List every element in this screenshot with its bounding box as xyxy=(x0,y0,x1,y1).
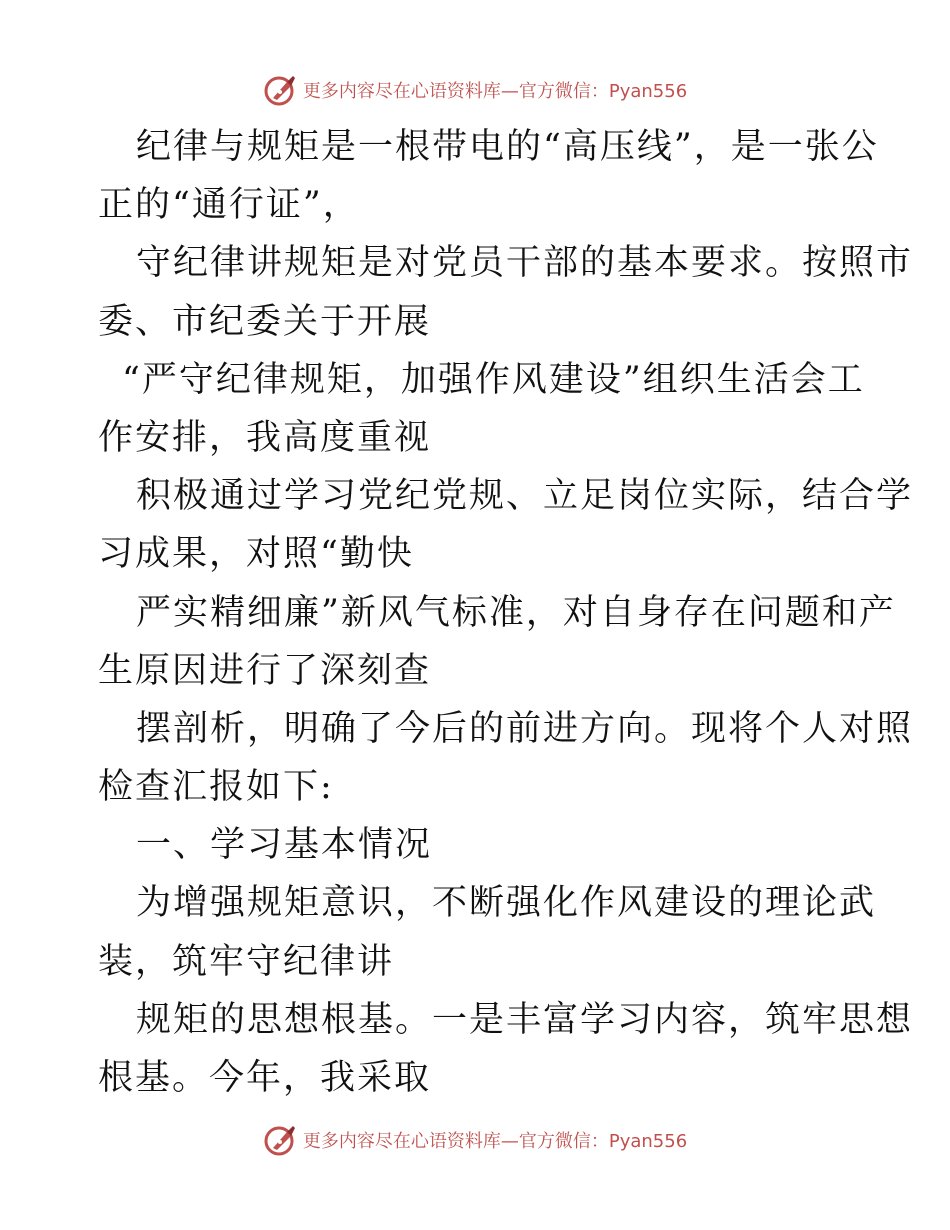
footer-watermark xyxy=(0,1120,950,1160)
body-text-line: 纪律与规矩是一根带电的“高压线”，是一张公 xyxy=(136,127,879,167)
pen-nib-circle-icon xyxy=(263,72,299,108)
body-text-line: 根基。今年，我采取 xyxy=(98,1058,432,1098)
watermark-text: 更多内容尽在心语资料库—官方微信：Pyan556 xyxy=(302,81,688,102)
body-text-line: “严守纪律规矩，加强作风建设”组织生活会工 xyxy=(122,359,865,400)
body-text-line: 装，筑牢守纪律讲 xyxy=(98,941,395,982)
body-text-line: 积极通过学习党纪党规、立足岗位实际，结合学 xyxy=(136,476,914,517)
document-body xyxy=(98,118,914,1107)
header-watermark xyxy=(0,70,950,110)
body-text-line: 委、市纪委关于开展 xyxy=(98,301,432,342)
body-text-line: 生原因进行了深刻查 xyxy=(98,650,432,691)
body-text-line: 严实精细廉”新风气标准，对自身存在问题和产 xyxy=(136,592,896,633)
body-text-line: 习成果，对照“勤快 xyxy=(98,534,414,575)
body-text-line: 作安排，我高度重视 xyxy=(98,417,432,458)
body-text-line: 摆剖析，明确了今后的前进方向。现将个人对照 xyxy=(136,708,914,749)
body-text-line: 正的“通行证”， xyxy=(98,185,360,226)
body-text-line: 检查汇报如下: xyxy=(98,767,334,808)
body-text-line: 守纪律讲规矩是对党员干部的基本要求。按照市 xyxy=(136,243,914,284)
watermark-text: 更多内容尽在心语资料库—官方微信：Pyan556 xyxy=(302,1131,688,1152)
pen-nib-circle-icon xyxy=(263,1122,299,1158)
body-text-line: 为增强规矩意识，不断强化作风建设的理论武 xyxy=(136,883,877,924)
body-text-line: 一、学习基本情况 xyxy=(136,825,433,866)
body-text-line: 规矩的思想根基。一是丰富学习内容，筑牢思想 xyxy=(136,999,914,1040)
